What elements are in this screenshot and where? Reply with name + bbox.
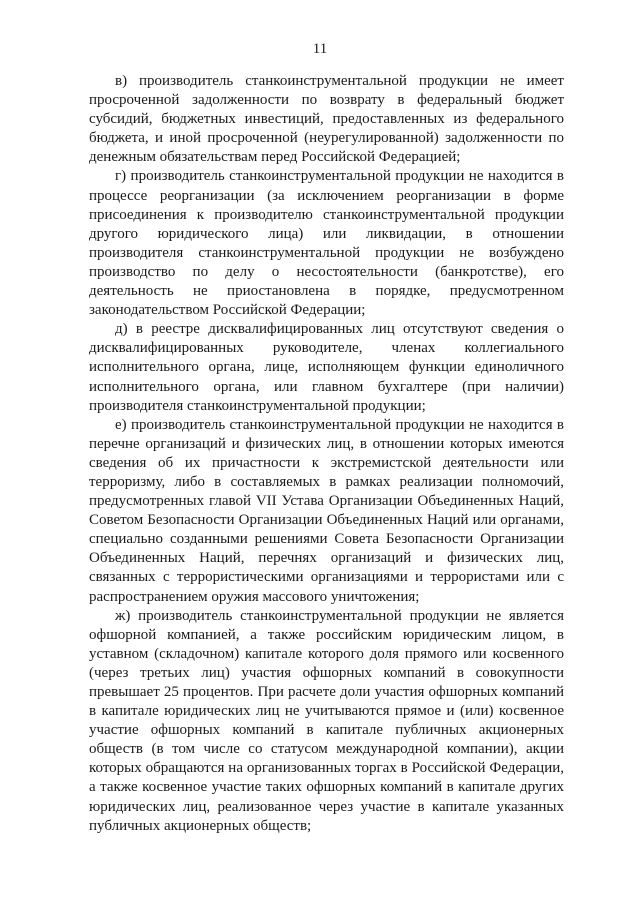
page-number: 11 — [312, 41, 328, 57]
paragraph-g: г) производитель станкоинструментальной продукции не находится в процессе реорганизации (за исключением реорганизации в форме присоединения к производителю станкоинструментальной продукции другого юридического лица) или ликвидации, в отношении производителя станкоинструментальной продукции не возбуждено производство по делу о несостоятельности (банкротстве), его деятельность не приостановлена в порядке, предусмотренном законодательством Российской Федерации; — [89, 168, 564, 319]
paragraph-v: в) производитель станкоинструментальной продукции не имеет просроченной задолженности по возврату в федеральный бюджет субсидий, бюджетных инвестиций, предоставленных из федерального бюджета, и иной просроченной (неурегулированной) задолженности по денежным обязательствам перед Российской Федерацией; — [89, 73, 564, 166]
paragraph-zh: ж) производитель станкоинструментальной продукции не является офшорной компанией, а также российским юридическим лицом, в уставном (складочном) капитале которого доля прямого или косвенного (через третьих лиц) участия офшорных компаний в совокупности превышает 25 процентов. При расчете доли участия офшорных компаний в капитале юридических лиц не учитываются прямое и (или) косвенное участие офшорных компаний в капитале публичных акционерных обществ (в том числе со статусом международной компании), акции которых обращаются на организованных торгах в Российской Федерации, а также косвенное участие таких офшорных компаний в капитале других юридических лиц, реализованное через участие в капитале указанных публичных акционерных обществ; — [89, 607, 564, 834]
paragraph-e: е) производитель станкоинструментальной продукции не находится в перечне организаций и физических лиц, в отношении которых имеются сведения об их причастности к экстремистской деятельности или терроризму, либо в составляемых в рамках реализации полномочий, предусмотренных главой VII Устава Организации Объединенных Наций, Советом Безопасности Организации Объединенных Наций или органами, специально созданными решениями Совета Безопасности Организации Объединенных Наций, перечнях организаций и физических лиц, связанных с террористическими организациями и террористами или с распространением оружия массового уничтожения; — [89, 416, 564, 605]
document-body — [89, 72, 564, 836]
paragraph-d: д) в реестре дисквалифицированных лиц отсутствуют сведения о дисквалифицированных руководителе, членах коллегиального исполнительного органа, лице, исполняющем функции единоличного исполнительного органа, или главном бухгалтере (при наличии) производителя станкоинструментальной продукции; — [89, 321, 564, 414]
